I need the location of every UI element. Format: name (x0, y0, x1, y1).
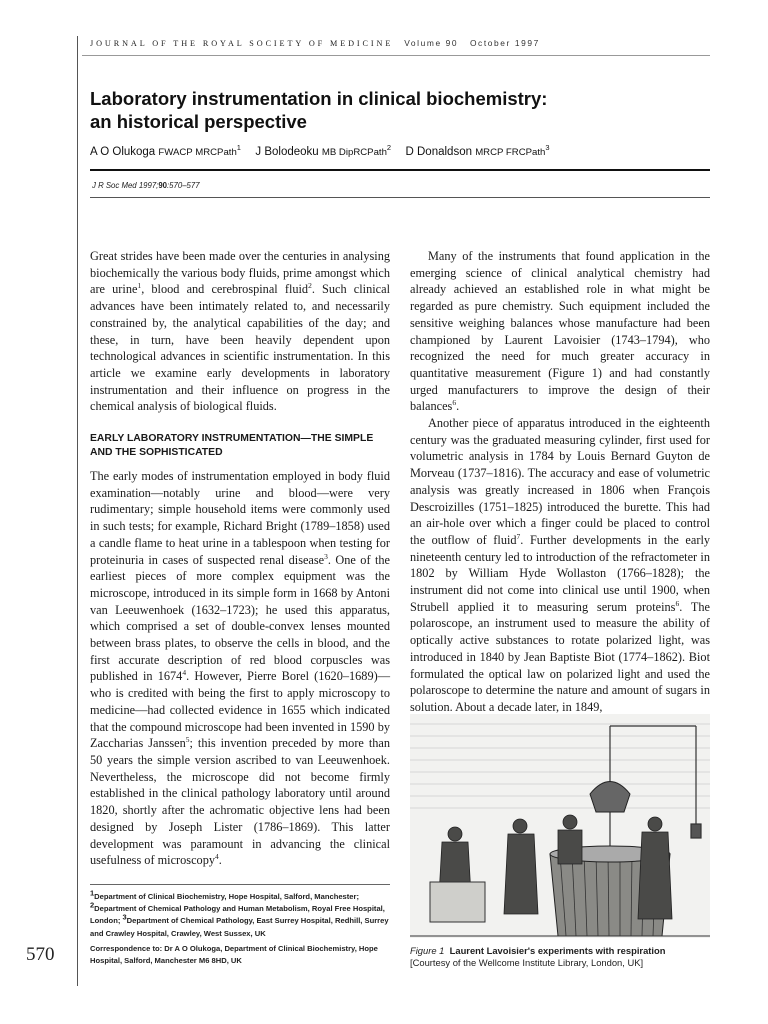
citation-line: J R Soc Med 1997;90:570–577 (92, 181, 200, 190)
author-affiliation-mark: 1 (236, 143, 241, 153)
intro-paragraph: Great strides have been made over the centuries in analysing biochemically the various body fluids, prime amongst which are urine$^1$, blood and cerebrospinal fluid$^2$. Such clinical advances have been intimately related to, and necessarily constrained by, the analytical capabilities of the day; and these, in turn, have been heavily dependent upon technological advances in scientific instrumentation. In this article we examine early developments in laboratory instrumentation and their influence on progress in the chemical analysis of biological fluids. (90, 249, 390, 414)
running-header (90, 38, 540, 48)
body-paragraph: Many of the instruments that found application in the emerging science of clinical analytical chemistry had already achieved an established role in what might be regarded as pure chemistry. Such equipment included the sensitive weighing balances whose manufacture had been championed by Laurent Lavoisier (1743–1794), who recognized the need for much greater accuracy in quantitative measurement (Figure 1) and had constantly urged manufacturers to improve the design of their balances$^6$. (410, 249, 710, 414)
author-name: A O Olukoga (90, 146, 156, 158)
author-name: D Donaldson (405, 146, 472, 158)
right-column (410, 248, 710, 716)
author-credentials: MB DipRCPath (321, 147, 387, 158)
writing-table (430, 882, 485, 922)
author-list (90, 143, 550, 158)
author-credentials: MRCP FRCPath (475, 147, 546, 158)
correspondence-footnote: Correspondence to: Dr A O Olukoga, Department of Clinical Biochemistry, Hope Hospital, Salford, Manchester M6 8HD, UK (90, 944, 378, 966)
figure-label: Figure 1 (410, 945, 445, 956)
citation-rule (90, 197, 710, 198)
author-credentials: FWACP MRCPath (158, 147, 237, 158)
title-line-2: an historical perspective (90, 111, 307, 132)
figure-engraving (410, 714, 710, 938)
page-number: 570 (26, 944, 55, 965)
figure-caption (410, 945, 710, 970)
affiliations-footnote: $^1$Department of Clinical Biochemistry, Hope Hospital, Salford, Manchester; $^2$Department of Chemical Pathology and Human Metabolism, Royal Free Hospital, London; $^3$Department of Chemical Pathology, East Surrey Hospital, Redhill, Surrey and Crawley Hospital, Crawley, West Sussex, UK (90, 888, 389, 938)
body-paragraph: The early modes of instrumentation employed in body fluid examination—notably urine and blood—were very rudimentary; simple household items were commonly used in such tests; for example, Richard Bright (1789–1858) used a candle flame to heat urine in a tablespoon when testing for proteinuria in cases of suspected renal disease$^3$. One of the earliest pieces of more complex equipment was the microscope, introduced in its simple form in 1668 by Antoni van Leeuwenhoek (1632–1723); he used this apparatus, which comprised a set of double-convex lenses mounted between brass plates, to observe the cells in blood, and the first accurate description of red blood corpuscles was published in 1674$^4$. However, Pierre Borel (1620–1689)—who is credited with being the first to apply microscopy to medicine—had collected evidence in 1655 which indicated that the compound microscope had been invented in 1590 by Zaccharias Janssen$^5$; this invention preceded by more than 50 years the simple version ascribed to van Leeuwenhoek. Nevertheless, the microscope did not become firmly established in the clinical pathology laboratory until around 1820, shortly after the achromatic objective lens had been designed by Joseph Lister (1786–1869). This latter development was paramount in advancing the clinical usefulness of microscopy$^4$. (90, 469, 391, 868)
title-line-1: Laboratory instrumentation in clinical biochemistry: (90, 88, 548, 109)
header-rule (82, 55, 710, 56)
journal-name: JOURNAL OF THE ROYAL SOCIETY OF MEDICINE (90, 39, 394, 48)
journal-volume: Volume 90 October 1997 (404, 38, 540, 48)
figure-credit: [Courtesy of the Wellcome Institute Library, London, UK] (410, 957, 644, 969)
author-affiliation-mark: 3 (545, 143, 550, 153)
left-column (90, 248, 390, 869)
author-name: J Bolodeoku (255, 146, 319, 158)
article-title (90, 87, 710, 133)
body-paragraph: Another piece of apparatus introduced in the eighteenth century was the graduated measuring cylinder, first used for volumetric analysis in 1784 by Louis Bernard Guyton de Morveau (1737–1816). The accuracy and ease of volumetric analysis was greatly increased in 1806 when François Descroizilles (1751–1825) introduced the burette. This had an air-hole over which a finger could be placed to control the outflow of fluid$^7$. Further developments in the early nineteenth century led to introduction of the refractometer in 1802 by William Hyde Wollaston (1766–1828); the instrument did not come into clinical use until 1900, when Strubell applied it to measuring serum proteins$^6$. The polaroscope, an instrument used to measure the ability of optically active substances to rotate polarized light, was introduced in 1840 by Jean Baptiste Biot (1774–1862). Biot formulated the optical law on polarized light and used the polaroscope to determine the nature and amount of sugars in solution. About a decade later, in 1849, (410, 416, 711, 714)
footnote-rule (90, 884, 390, 885)
author-affiliation-mark: 2 (386, 143, 392, 153)
section-heading: EARLY LABORATORY INSTRUMENTATION—THE SIMPLE AND THE SOPHISTICATED (90, 433, 374, 458)
margin-rule (77, 36, 78, 986)
figure-title: Laurent Lavoisier's experiments with respiration (449, 945, 666, 956)
title-rule (90, 169, 710, 171)
